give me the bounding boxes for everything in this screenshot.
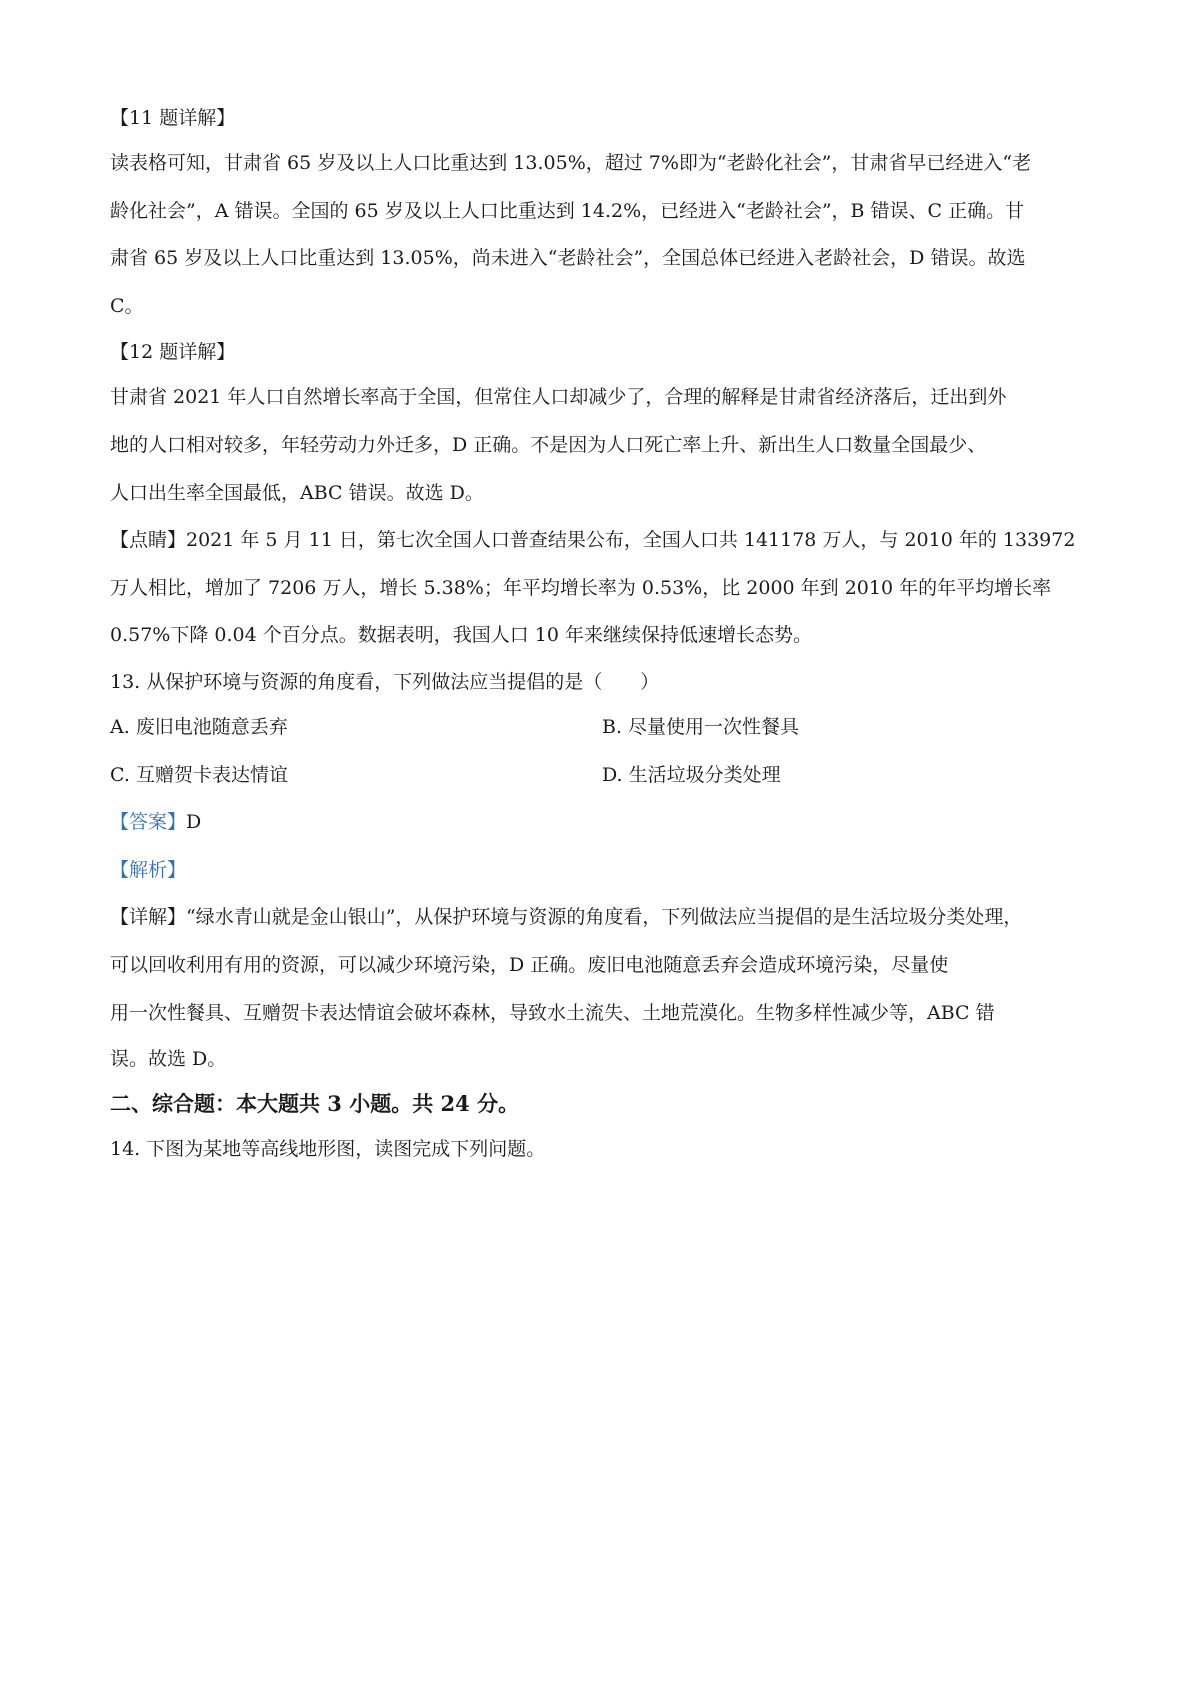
tip-line: 0.57%下降 0.04 个百分点。数据表明，我国人口 10 年来继续保持低速增长态势。 xyxy=(110,624,812,647)
answer-label: 【答案】 xyxy=(110,811,187,834)
q13-option-c: C. 互赠贺卡表达情谊 xyxy=(110,763,288,786)
page-content xyxy=(110,96,1100,1171)
q12-detail-line: 人口出生率全国最低，ABC 错误。故选 D。 xyxy=(110,481,484,504)
q14-question: 14. 下图为某地等高线地形图，读图完成下列问题。 xyxy=(110,1138,546,1161)
q13-detail-line: 可以回收利用有用的资源，可以减少环境污染，D 正确。废旧电池随意丢弃会造成环境污染，尽量使 xyxy=(110,953,949,976)
q11-detail-line: 肃省 65 岁及以上人口比重达到 13.05%，尚未进入“老龄社会”，全国总体已经进入老龄社会，D 错误。故选 xyxy=(110,247,1026,270)
q13-option-a: A. 废旧电池随意丢弃 xyxy=(110,715,288,738)
q13-detail-line: 误。故选 D。 xyxy=(110,1048,227,1071)
q11-detail-line: 龄化社会”，A 错误。全国的 65 岁及以上人口比重达到 14.2%，已经进入“老龄社会”，B 错误、C 正确。甘 xyxy=(110,199,1025,222)
q11-detail-line: C。 xyxy=(110,294,144,317)
answer-value: D xyxy=(186,811,202,834)
q13-analysis-label: 【解析】 xyxy=(110,858,187,881)
q13-answer xyxy=(110,799,1100,847)
q13-detail-line: 【详解】“绿水青山就是金山银山”，从保护环境与资源的角度看，下列做法应当提倡的是生活垃圾分类处理， xyxy=(110,906,1023,929)
q13-options-row-2 xyxy=(110,752,1100,800)
q12-detail-line: 甘肃省 2021 年人口自然增长率高于全国，但常住人口却减少了，合理的解释是甘肃省经济落后，迁出到外 xyxy=(110,386,1007,409)
q13-option-b: B. 尽量使用一次性餐具 xyxy=(602,715,800,738)
q13-options-row-1 xyxy=(110,704,1100,752)
tip-line: 【点睛】2021 年 5 月 11 日，第七次全国人口普查结果公布，全国人口共 141178 万人，与 2010 年的 133972 xyxy=(110,529,1076,552)
q12-detail-line: 地的人口相对较多，年轻劳动力外迁多，D 正确。不是因为人口死亡率上升、新出生人口数量全国最少、 xyxy=(110,433,987,456)
q12-detail-heading: 【12 题详解】 xyxy=(110,341,236,364)
q13-question: 13. 从保护环境与资源的角度看，下列做法应当提倡的是（ ） xyxy=(110,670,660,693)
q13-detail-line: 用一次性餐具、互赠贺卡表达情谊会破坏森林，导致水土流失、土地荒漠化。生物多样性减少等，ABC 错 xyxy=(110,1001,995,1024)
q13-option-d: D. 生活垃圾分类处理 xyxy=(602,763,781,786)
q11-detail-line: 读表格可知，甘肃省 65 岁及以上人口比重达到 13.05%，超过 7%即为“老龄化社会”，甘肃省早已经进入“老 xyxy=(110,152,1032,174)
tip-line: 万人相比，增加了 7206 万人，增长 5.38%；年平均增长率为 0.53%，比 2000 年到 2010 年的年平均增长率 xyxy=(110,576,1052,599)
q11-detail-heading: 【11 题详解】 xyxy=(110,107,236,129)
section-2-title: 二、综合题：本大题共 3 小题。共 24 分。 xyxy=(110,1091,520,1117)
